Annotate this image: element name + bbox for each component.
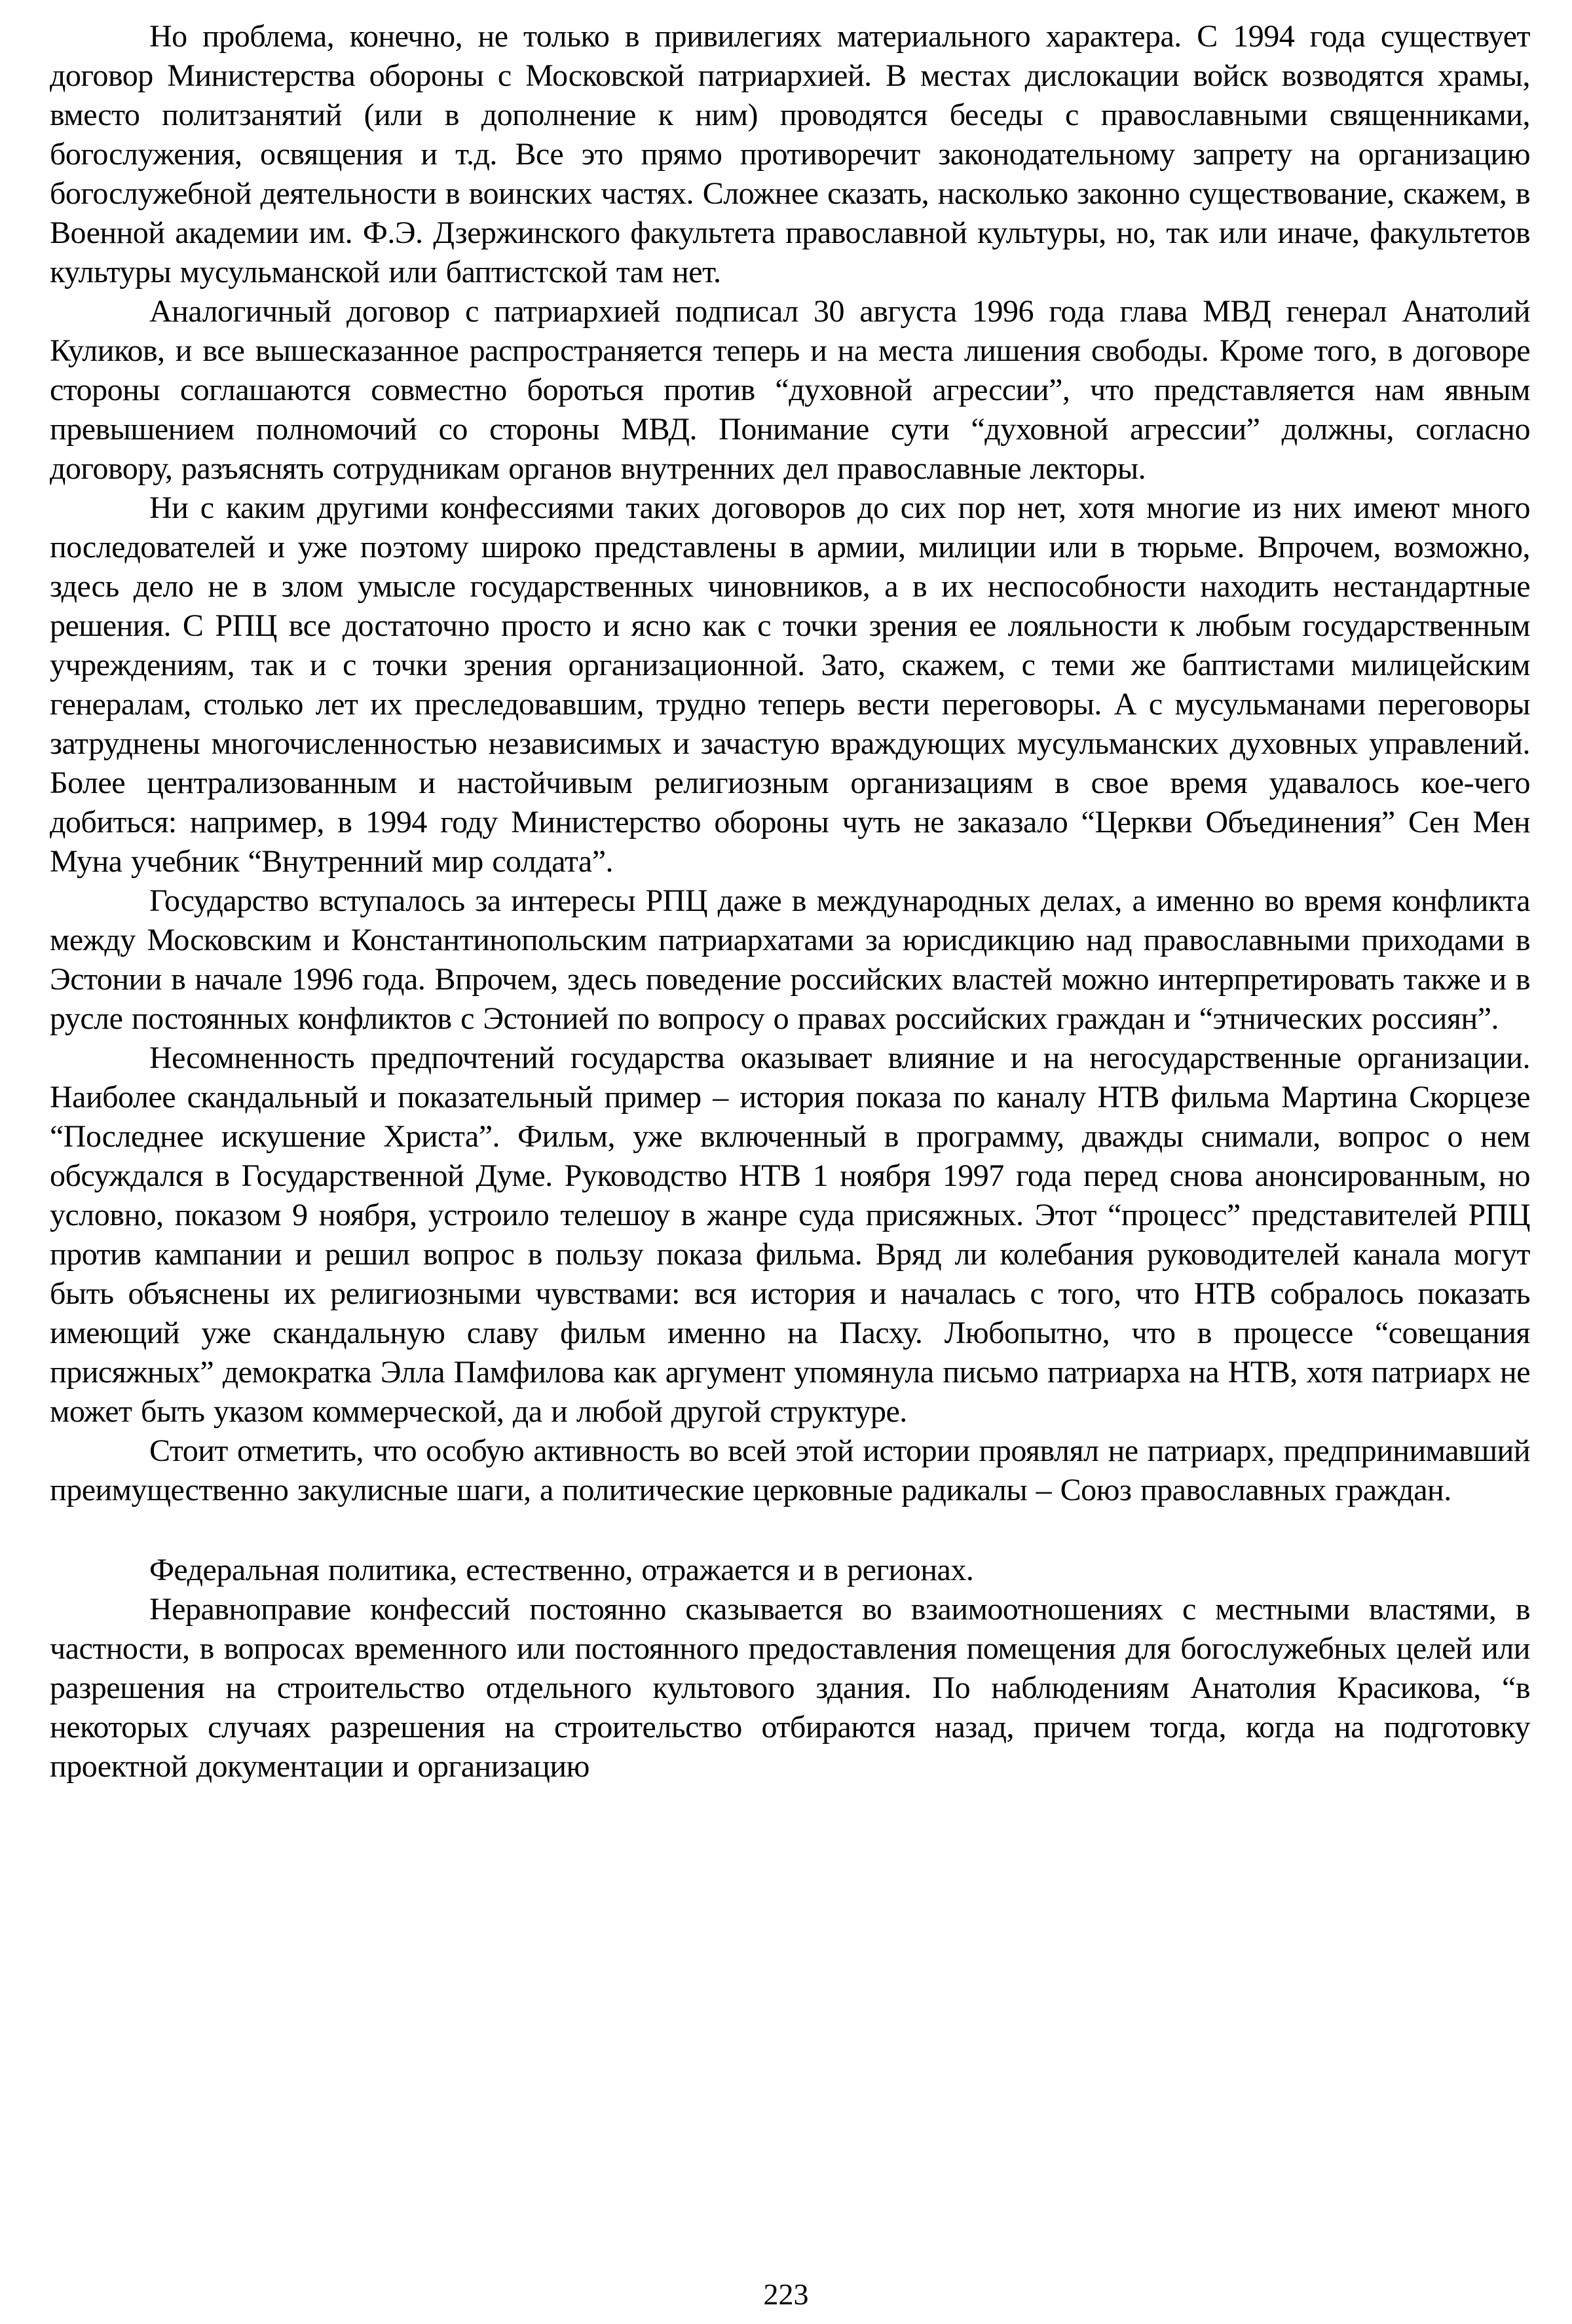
paragraph-1: Но проблема, конечно, не только в привилегиях материального характера. С 1994 года существует договор Министерства обороны с Московской патриархией. В местах дислокации войск возводятся храмы, вместо политзанятий (или в дополнение к ним) проводятся беседы с православными священниками, богослужения, освящения и т.д. Все это прямо противоречит законодательному запрету на организацию богослужебной деятельности в воинских частях. Сложнее сказать, насколько законно существование, скажем, в Военной академии им. Ф.Э. Дзержинского факультета православной культуры, но, так или иначе, факультетов культуры мусульманской или баптистской там нет. (50, 19, 1530, 289)
paragraph-5: Несомненность предпочтений государства оказывает влияние и на негосударственные организации. Наиболее скандальный и показательный пример – история показа по каналу НТВ фильма Мартина Скорцезе “Последнее искушение Христа”. Фильм, уже включенный в программу, дважды снимали, вопрос о нем обсуждался в Государственной Думе. Руководство НТВ 1 ноября 1997 года перед снова анонсированным, но условно, показом 9 ноября, устроило телешоу в жанре суда присяжных. Этот “процесс” представителей РПЦ против кампании и решил вопрос в пользу показа фильма. Вряд ли колебания руководителей канала могут быть объяснены их религиозными чувствами: вся история и началась с того, что НТВ собралось показать имеющий уже скандальную славу фильм именно на Пасху. Любопытно, что в процессе “совещания присяжных” демократка Элла Памфилова как аргумент упомянула письмо патриарха на НТВ, хотя патриарх не может быть указом коммерческой, да и любой другой структуре. (50, 1041, 1530, 1429)
paragraph-3: Ни с каким другими конфессиями таких договоров до сих пор нет, хотя многие из них имеют много последователей и уже поэтому широко представлены в армии, милиции или в тюрьме. Впрочем, возможно, здесь дело не в злом умысле государственных чиновников, а в их неспособности находить нестандартные решения. С РПЦ все достаточно просто и ясно как с точки зрения ее лояльности к любым государственным учреждениям, так и с точки зрения организационной. Зато, скажем, с теми же баптистами милицейским генералам, столько лет их преследовавшим, трудно теперь вести переговоры. А с мусульманами переговоры затруднены многочисленностью независимых и зачастую враждующих мусульманских духовных управлений. Более централизованным и настойчивым религиозным организациям в свое время удавалось кое-чего добиться: например, в 1994 году Министерство обороны чуть не заказало “Церкви Объединения” Сен Мен Муна учебник “Внутренний мир солдата”. (50, 490, 1530, 879)
page-text-block (50, 17, 1530, 1786)
paragraph-4: Государство вступалось за интересы РПЦ даже в международных делах, а именно во время конфликта между Московским и Константинопольским патриархатами за юрисдикцию над православными приходами в Эстонии в начале 1996 года. Впрочем, здесь поведение российских властей можно интерпретировать также и в русле постоянных конфликтов с Эстонией по вопросу о правах российских граждан и “этнических россиян”. (50, 883, 1530, 1036)
paragraph-6: Стоит отметить, что особую активность во всей этой истории проявлял не патриарх, предпринимавший преимущественно закулисные шаги, а политические церковные радикалы – Союз православных граждан. (50, 1433, 1530, 1507)
paragraph-2: Аналогичный договор с патриархией подписал 30 августа 1996 года глава МВД генерал Анатолий Куликов, и все вышесказанное распространяется теперь и на места лишения свободы. Кроме того, в договоре стороны соглашаются совместно бороться против “духовной агрессии”, что представляется нам явным превышением полномочий со стороны МВД. Понимание сути “духовной агрессии” должны, согласно договору, разъяснять сотрудникам органов внутренних дел православные лекторы. (50, 294, 1530, 486)
page-number: 223 (763, 2278, 809, 2311)
paragraph-7: Федеральная политика, естественно, отражается и в регионах. (149, 1553, 974, 1587)
paragraph-8: Неравноправие конфессий постоянно сказывается во взаимоотношениях с местными властями, в частности, в вопросах временного или постоянного предоставления помещения для богослужебных целей или разрешения на строительство отдельного культового здания. По наблюдениям Анатолия Красикова, “в некоторых случаях разрешения на строительство отбираются назад, причем тогда, когда на подготовку проектной документации и организацию (50, 1592, 1530, 1784)
